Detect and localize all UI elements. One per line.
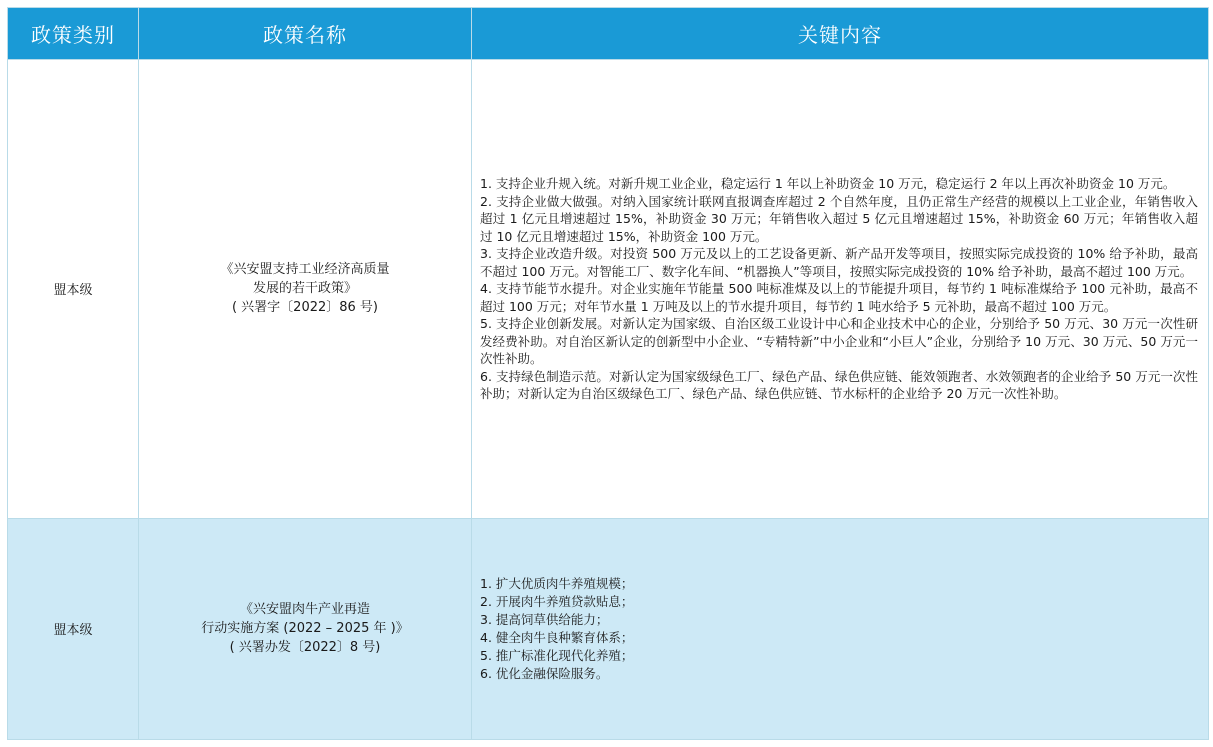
policy-name <box>139 60 472 519</box>
header-policy-name: 政策名称 <box>139 8 472 60</box>
policy-doc-number: ( 兴署字〔2022〕86 号) <box>231 300 379 316</box>
policy-table <box>7 7 1209 740</box>
content-item: 4. 健全肉牛良种繁育体系； <box>480 629 634 645</box>
policy-key-content <box>472 518 1209 739</box>
content-item: 3. 支持企业改造升级。对投资 500 万元及以上的工艺设备更新、新产品开发等项目，按照实际完成投资的 10% 给予补助，最高不超过 100 万元。对智能工厂、数字化车间、“机器换人”等项目，按照实际完成投资的 10% 给予补助，最高不超过 100 万元。 <box>480 246 1198 279</box>
policy-name-line: 行动实施方案 (2022 – 2025 年 )》 <box>201 621 409 637</box>
policy-name <box>139 518 472 739</box>
content-item: 2. 开展肉牛养殖贷款贴息； <box>480 593 634 609</box>
header-category: 政策类别 <box>8 8 139 60</box>
policy-category: 盟本级 <box>8 60 139 519</box>
content-item: 3. 提高饲草供给能力； <box>480 611 609 627</box>
table-row <box>8 60 1209 519</box>
policy-name-line: 《兴安盟支持工业经济高质量 <box>220 262 390 278</box>
policy-category: 盟本级 <box>8 518 139 739</box>
policy-name-line: 发展的若干政策》 <box>252 281 357 297</box>
content-item: 2. 支持企业做大做强。对纳入国家统计联网直报调查库超过 2 个自然年度，且仍正常生产经营的规模以上工业企业，年销售收入超过 1 亿元且增速超过 15%，补助资金 30 万元；年销售收入超过 5 亿元且增速超过 15%，补助资金 60 万元；年销售收入超过 10 亿元且增速超过 15%，补助资金 100 万元。 <box>480 193 1198 244</box>
policy-doc-number: ( 兴署办发〔2022〕8 号) <box>229 640 381 656</box>
table-row <box>8 518 1209 739</box>
policy-key-content <box>472 60 1209 519</box>
content-item: 6. 支持绿色制造示范。对新认定为国家级绿色工厂、绿色产品、绿色供应链、能效领跑者、水效领跑者的企业给予 50 万元一次性补助；对新认定为自治区级绿色工厂、绿色产品、绿色供应链、节水标杆的企业给予 20 万元一次性补助。 <box>480 368 1198 402</box>
content-item: 4. 支持节能节水提升。对企业实施年节能量 500 吨标准煤及以上的节能提升项目，每节约 1 吨标准煤给予 100 元补助，最高不超过 100 万元；对年节水量 1 万吨及以上的节水提升项目，每节约 1 吨水给予 5 元补助，最高不超过 100 万元。 <box>480 281 1198 314</box>
content-item: 5. 推广标准化现代化养殖； <box>480 647 634 663</box>
content-item: 1. 支持企业升规入统。对新升规工业企业，稳定运行 1 年以上补助资金 10 万元，稳定运行 2 年以上再次补助资金 10 万元。 <box>480 176 1176 192</box>
table-header-row <box>8 8 1209 60</box>
header-key-content: 关键内容 <box>472 8 1209 60</box>
content-item: 5. 支持企业创新发展。对新认定为国家级、自治区级工业设计中心和企业技术中心的企业，分别给予 50 万元、30 万元一次性研发经费补助。对自治区新认定的创新型中小企业、“专精特新”中小企业和“小巨人”企业，分别给予 10 万元、30 万元、50 万元一次性补助。 <box>480 316 1198 367</box>
policy-name-line: 《兴安盟肉牛产业再造 <box>239 602 370 618</box>
content-item: 1. 扩大优质肉牛养殖规模； <box>480 575 634 591</box>
content-item: 6. 优化金融保险服务。 <box>480 665 609 681</box>
